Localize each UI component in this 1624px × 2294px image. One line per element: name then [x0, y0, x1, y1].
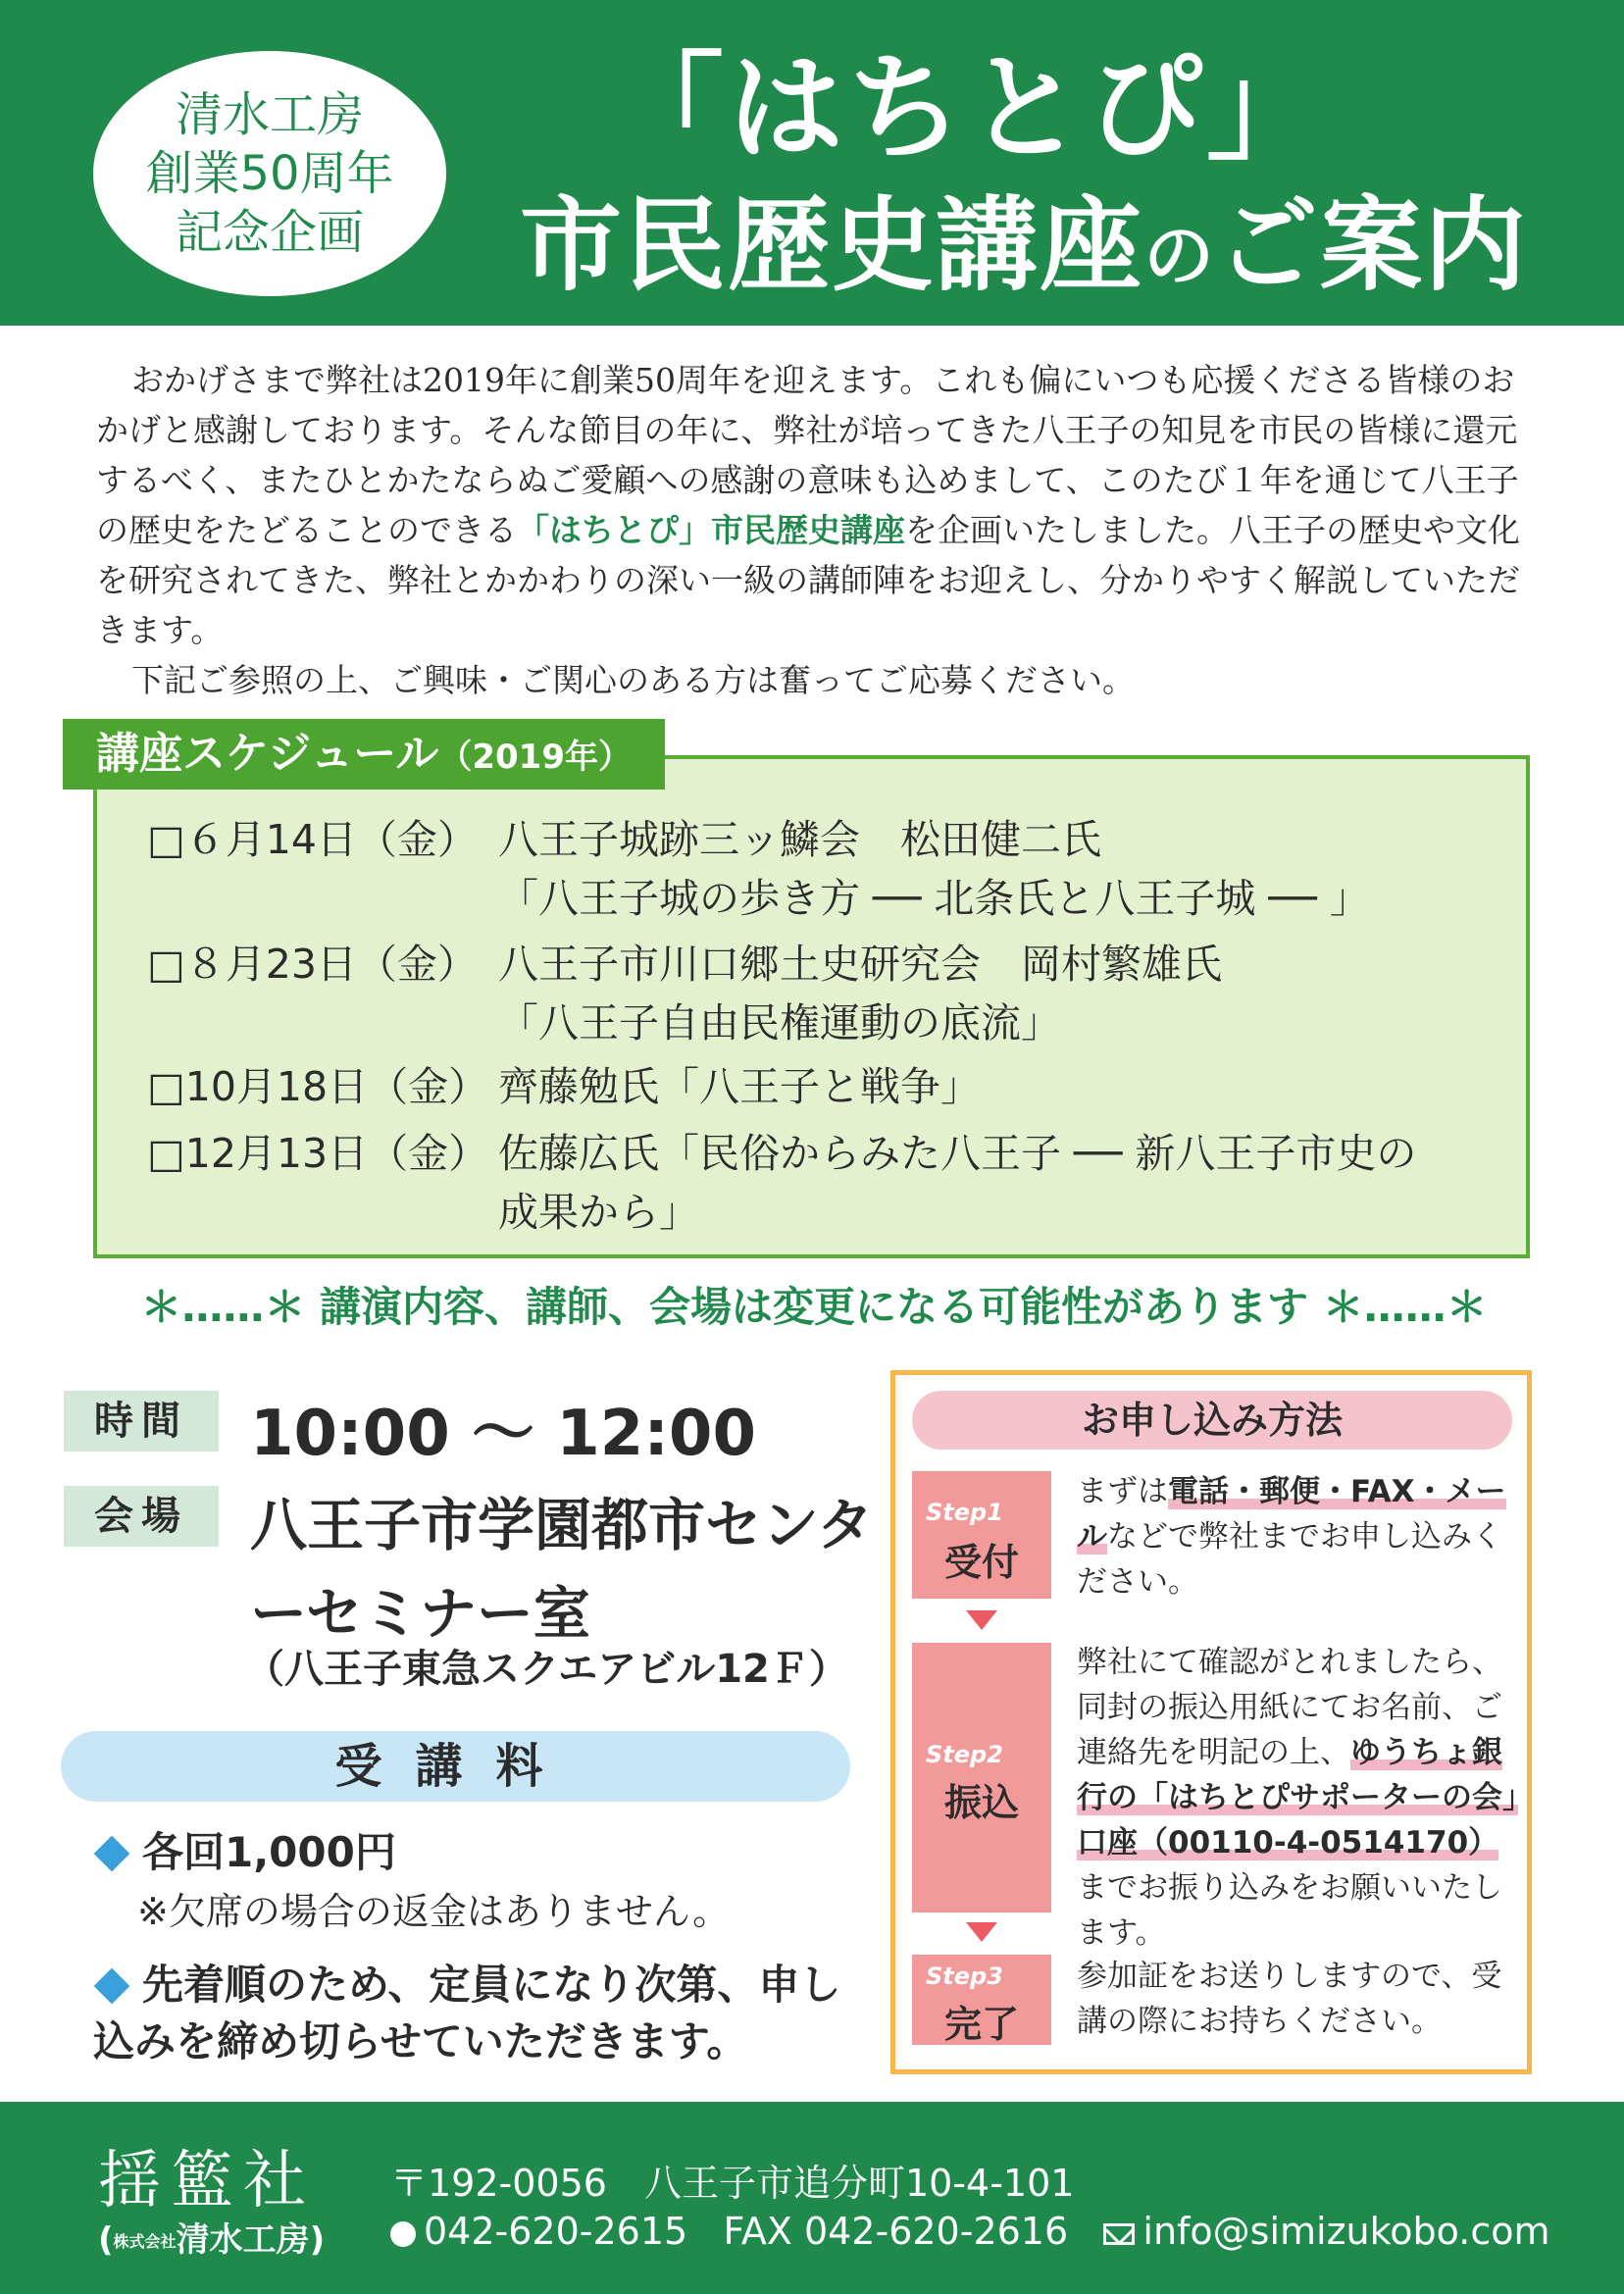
step-3-badge	[912, 1955, 1051, 2045]
down-arrow-icon	[966, 1610, 997, 1630]
fee-item-price	[93, 1824, 396, 1881]
schedule-tab-year: （2019年）	[438, 738, 632, 777]
company-name: (株式会社清水工房)	[98, 2220, 326, 2260]
fee-heading: 受講料	[61, 1731, 850, 1802]
intro-text	[96, 355, 1528, 705]
fee-refund-note: ※欠席の場合の返金はありません。	[137, 1890, 731, 1933]
step-1-text-b: などで弊社までお申し込みください。	[1077, 1519, 1502, 1600]
footer-tel: 042-620-2615	[424, 2210, 688, 2253]
phone-icon	[390, 2221, 416, 2247]
fee-item-first-come	[93, 1957, 858, 2070]
venue-building: （八王子東急スクエアビル12Ｆ）	[245, 1647, 848, 1692]
footer-contact	[390, 2210, 1549, 2253]
step-3-number: Step3	[926, 1963, 1003, 1990]
step-1-number: Step1	[926, 1499, 1003, 1526]
step-2-text-a: 弊社にて確認がとれましたら、同封の振込用紙にてお名前、ご連絡先を明記の上、	[1077, 1645, 1502, 1770]
step-1-badge	[912, 1471, 1051, 1599]
step-3-text	[1077, 1954, 1518, 2044]
footer-email[interactable]: info@simizukobo.com	[1142, 2210, 1550, 2253]
page-title-line-1: 「はちとぴ」	[608, 40, 1327, 176]
page-title-line-2	[520, 181, 1599, 320]
diamond-bullet-icon	[94, 1967, 130, 2004]
step-1-text-a: まずは	[1077, 1474, 1168, 1509]
schedule-date-4: □12月13日（金）	[147, 1130, 489, 1177]
time-value: 10:00 ～ 12:00	[250, 1398, 756, 1470]
schedule-topic-2: 「八王子自由民権運動の底流」	[498, 999, 1061, 1046]
schedule-topic-1: 「八王子城の歩き方 ── 北条氏と八王子城 ── 」	[498, 875, 1370, 922]
step-2-badge	[912, 1643, 1051, 1912]
company-name-text: 清水工房	[176, 2220, 310, 2260]
fee-first-come-text: 先着順のため、定員になり次第、申し込みを締め切らせていただきます。	[93, 1961, 841, 2065]
footer-address: 〒192-0056 八王子市追分町10-4-101	[390, 2162, 1075, 2205]
down-arrow-icon	[966, 1922, 997, 1942]
schedule-lecture-4: 佐藤広氏「民俗からみた八王子 ── 新八王子市史の	[498, 1130, 1417, 1177]
schedule-date-2: □８月23日（金）	[147, 941, 478, 988]
time-label: 時間	[64, 1391, 219, 1452]
schedule-lecture-1: 八王子城跡三ッ鱗会 松田健二氏	[498, 816, 1101, 863]
step-2-number: Step2	[926, 1741, 1003, 1768]
venue-label: 会場	[64, 1486, 219, 1547]
schedule-tab-label: 講座スケジュール	[96, 729, 439, 779]
schedule-date-3: □10月18日（金）	[147, 1063, 489, 1110]
step-2-text-b: までお振り込みをお願いいたします。	[1077, 1870, 1502, 1951]
intro-paragraph-1	[96, 355, 1528, 655]
schedule-tab	[63, 719, 665, 790]
badge-line-1: 清水工房	[175, 87, 364, 142]
schedule-topic-4: 成果から」	[498, 1189, 699, 1236]
intro-paragraph-2: 下記ご参照の上、ご興味・ご関心のある方は奮ってご応募ください。	[131, 661, 1135, 699]
badge-line-2: 創業50周年	[145, 146, 394, 201]
change-notice: ＊……＊ 講演内容、講師、会場は変更になる可能性があります ＊……＊	[140, 1283, 1488, 1331]
step-3-text-a: 参加証をお送りしますので、受講の際にお持ちください。	[1077, 1959, 1502, 2039]
diamond-bullet-icon	[94, 1835, 130, 1871]
step-1-label: 受付	[943, 1541, 1019, 1584]
anniversary-badge	[93, 51, 446, 296]
badge-line-3: 記念企画	[175, 205, 364, 260]
step-2-highlight: ゆうちょ銀行の「はちとぴサポーターの会」口座（00110-4-0514170）	[1077, 1735, 1518, 1861]
title-guide: ご案内	[1216, 185, 1529, 305]
fee-price: 各回1,000円	[142, 1828, 396, 1876]
step-2-label: 振込	[943, 1781, 1019, 1824]
publisher-logo: 揺籃社	[98, 2145, 316, 2218]
company-prefix: 株式会社	[113, 2231, 177, 2251]
intro-text-b: を企画いたしました。八王子の歴史や文化を研究されてきた、弊社とかかわりの深い一級の講師陣をお迎えし、分かりやすく解説していただきます。	[96, 511, 1520, 649]
step-1-text	[1077, 1469, 1518, 1605]
fax-label: FAX	[723, 2210, 792, 2253]
mail-icon	[1103, 2223, 1135, 2245]
step-1-highlight: 電話・郵便・FAX・メール	[1077, 1474, 1506, 1555]
schedule-lecture-2: 八王子市川口郷土史研究会 岡村繁雄氏	[498, 941, 1222, 988]
step-3-label: 完了	[943, 2003, 1019, 2046]
title-course-name: 市民歴史講座	[520, 185, 1144, 305]
step-2-text	[1077, 1640, 1518, 1956]
title-particle: の	[1143, 215, 1217, 297]
intro-text-a: おかげさまで弊社は2019年に創業50周年を迎えます。これも偏にいつも応援くださる皆様のおかげと感謝しております。そんな節目の年に、弊社が培ってきた八王子の知見を市民の皆様に還元するべく、またひとかたならぬご愛顧への感謝の意味も込めまして、このたび１年を通じて八王子の歴史をたどることのできる	[96, 361, 1519, 549]
schedule-date-1: □６月14日（金）	[147, 816, 478, 863]
venue-value: 八王子市学園都市センターセミナー室	[250, 1492, 874, 1647]
footer-fax: 042-620-2616	[803, 2210, 1069, 2253]
intro-highlight: 「はちとぴ」市民歴史講座	[517, 511, 905, 549]
application-heading: お申し込み方法	[912, 1391, 1512, 1450]
schedule-lecture-3: 齊藤勉氏「八王子と戦争」	[498, 1063, 981, 1110]
